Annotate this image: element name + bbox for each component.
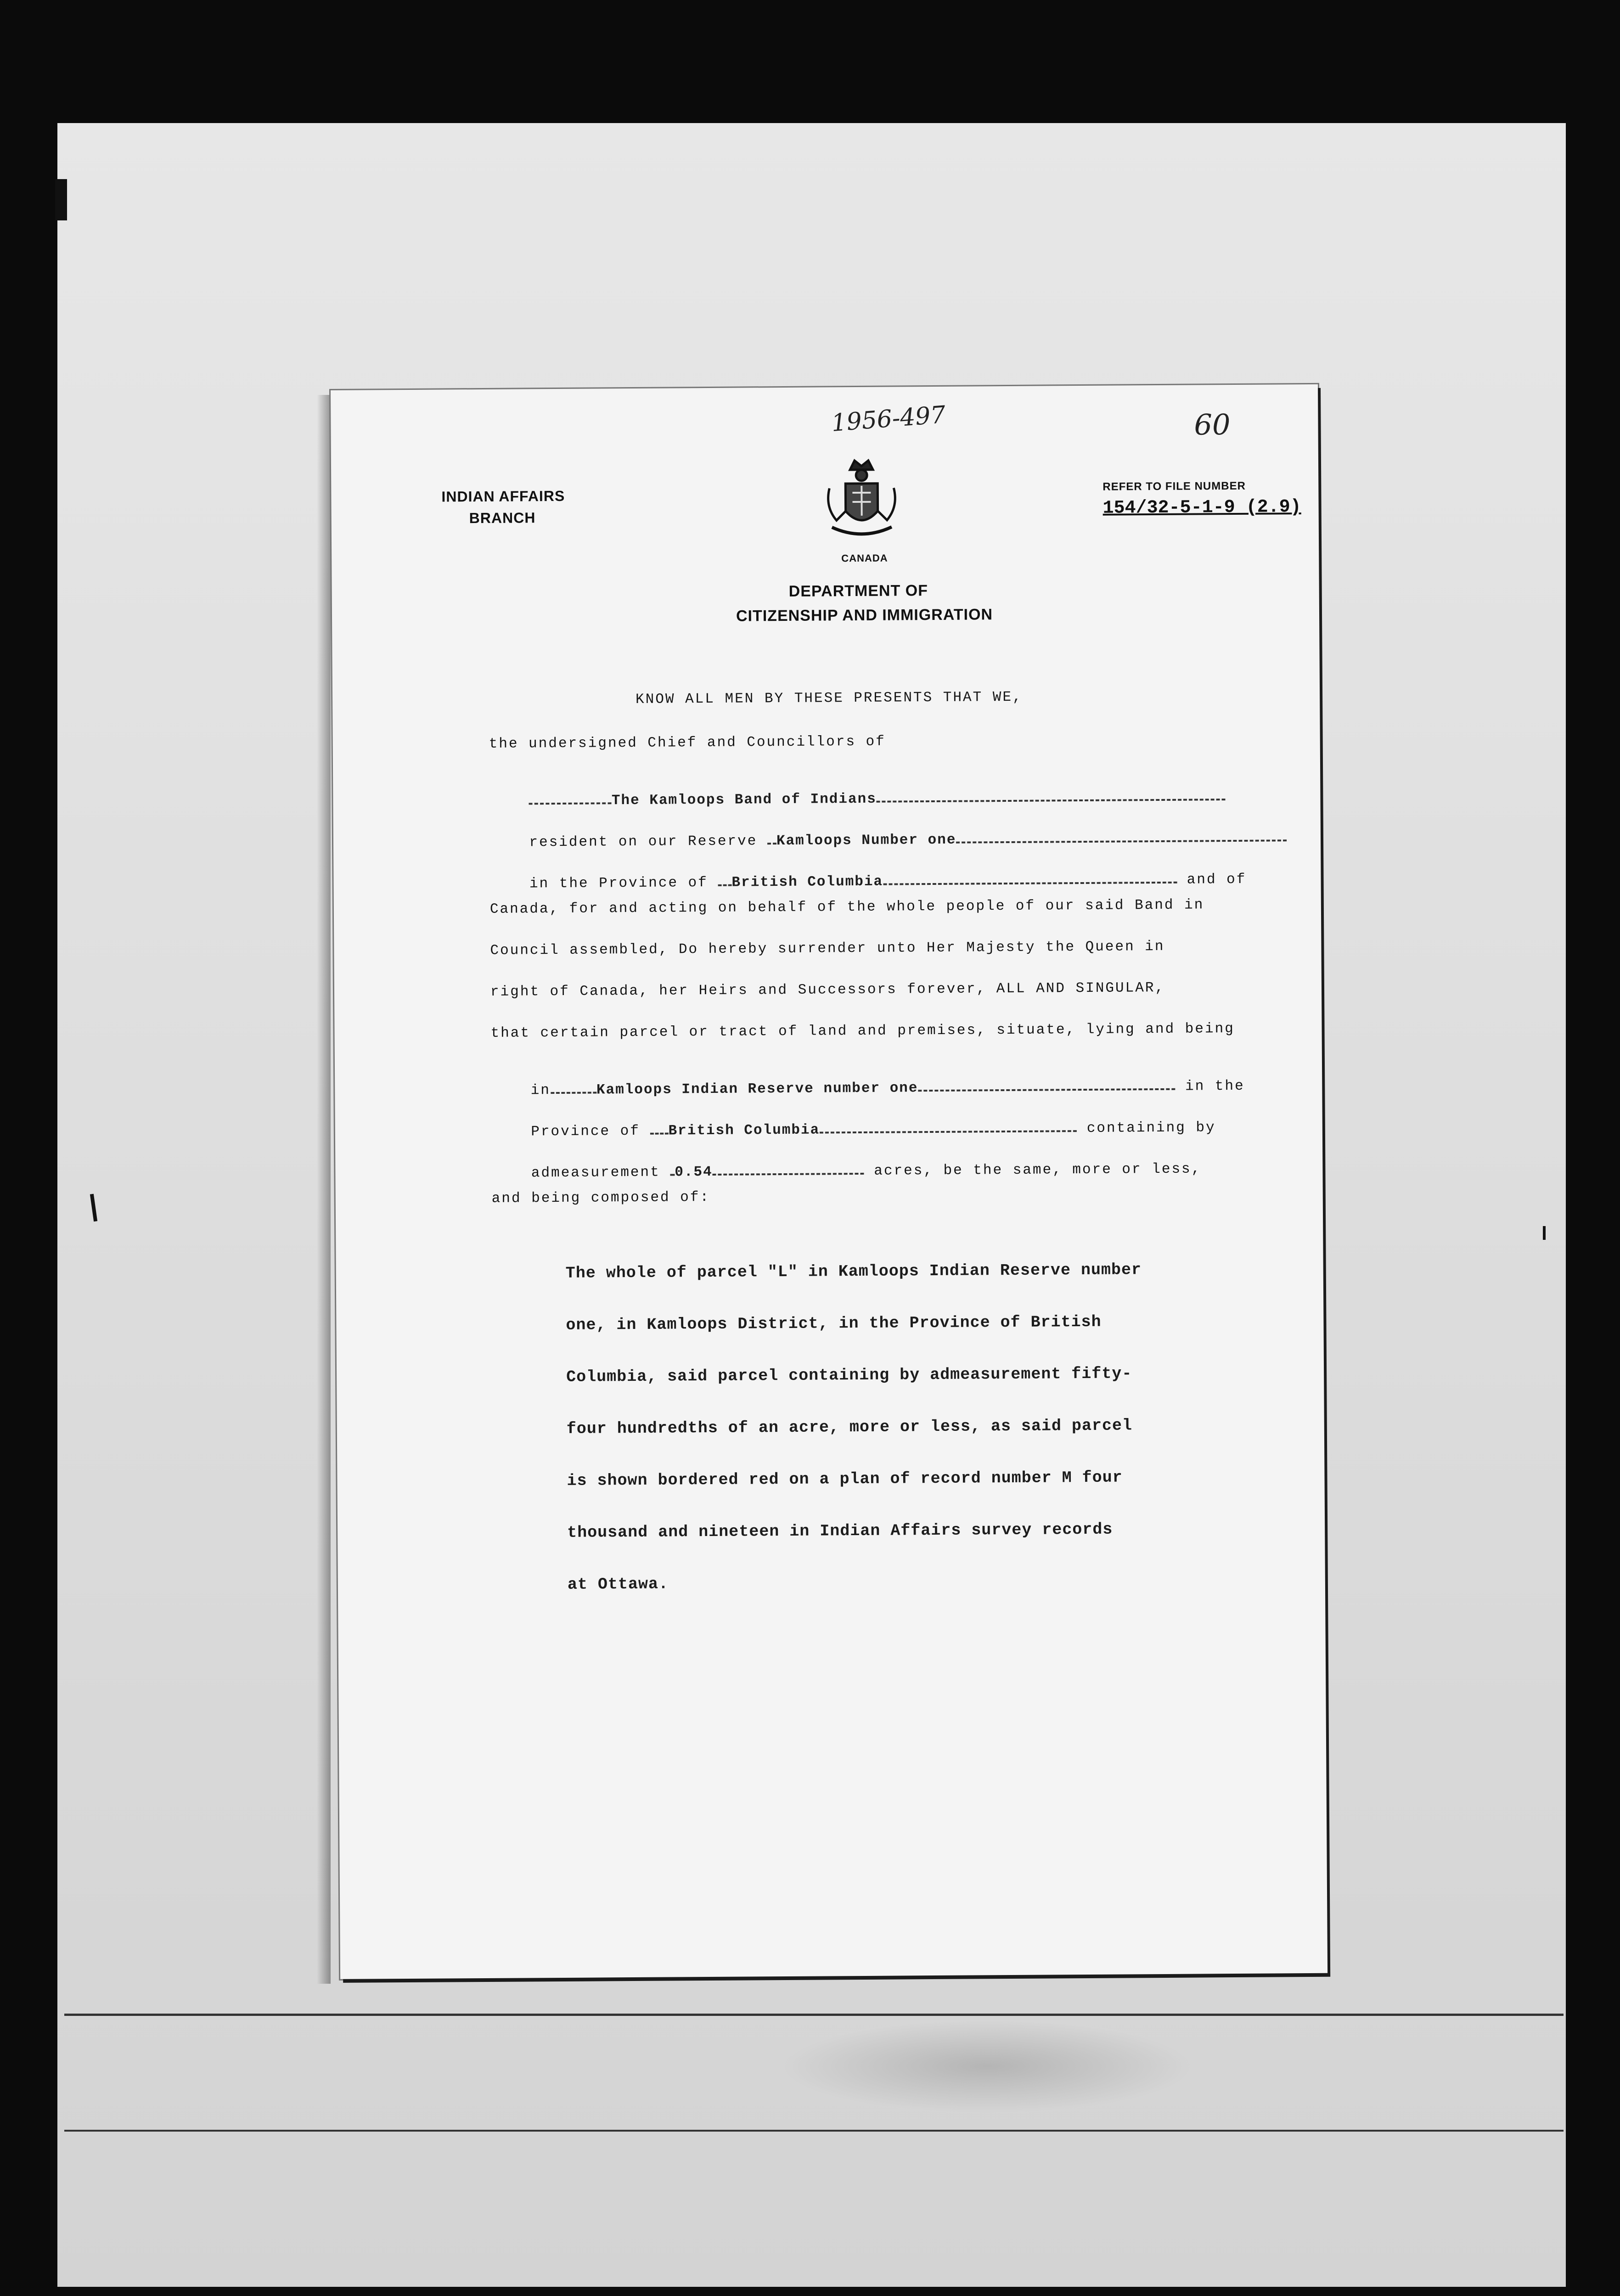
description-line: at Ottawa. [567,1575,669,1594]
smudge [781,2020,1194,2112]
province-field: British Columbia [731,873,883,891]
branch-line1: INDIAN AFFAIRS [441,487,565,505]
divider-line [64,2014,1564,2016]
film-edge-mark [55,179,67,220]
band-name-field: The Kamloops Band of Indians [611,791,877,809]
form-line-right: right of Canada, her Heirs and Successors forever, ALL AND SINGULAR, [490,979,1165,1000]
form-line-council: Council assembled, Do hereby surrender unto Her Majesty the Queen in [490,938,1165,959]
form-line-reserve: resident on our Reserve Kamloops Number one [489,814,1287,867]
description-line: four hundredths of an acre, more or less, as said parcel [566,1416,1133,1438]
file-number: 154/32-5-1-9 (2.9) [1102,497,1301,519]
form-line-canada: Canada, for and acting on behalf of the whole people of our said Band in [489,897,1204,917]
intro-line: KNOW ALL MEN BY THESE PRESENTS THAT WE, [636,689,1023,708]
location-field: Kamloops Indian Reserve number one [596,1080,918,1098]
handwritten-page-number: 60 [1194,408,1231,442]
refer-label: REFER TO FILE NUMBER [1102,479,1246,493]
handwritten-file-year: 1956-497 [830,401,947,437]
film-edge-mark [1543,1226,1546,1240]
description-line: one, in Kamloops District, in the Province of British [566,1312,1102,1334]
paper-shadow [317,395,331,1984]
department-line1: DEPARTMENT OF [788,582,928,600]
form-line-1: the undersigned Chief and Councillors of [489,733,886,752]
form-line-composed: and being composed of: [491,1189,710,1207]
form-line-parcel: that certain parcel or tract of land and premises, situate, lying and being [490,1020,1235,1041]
form-line-admeasurement: admeasurement 0.54 acres, be the same, more or less, [531,1161,1202,1182]
document-page [331,384,1328,1979]
form-line-province2: Province of British Columbia containing by [531,1120,1216,1140]
form-line-in: in Kamloops Indian Reserve number one in the [530,1078,1245,1099]
province2-field: British Columbia [668,1122,820,1139]
reserve-field: Kamloops Number one [776,832,956,850]
description-line: Columbia, said parcel containing by admeasurement fifty- [566,1364,1132,1386]
acreage-field: 0.54 [675,1164,713,1181]
form-line-province: in the Province of British Columbia and of [529,871,1247,892]
parcel-description [565,1244,1178,1611]
divider-line [64,2130,1564,2132]
branch-line2: BRANCH [469,509,536,527]
department-line2: CITIZENSHIP AND IMMIGRATION [736,606,993,625]
canada-crest-icon [818,456,906,548]
crest-label: CANADA [841,552,888,564]
description-line: is shown bordered red on a plan of record number M four [567,1468,1123,1490]
description-line: The whole of parcel "L" in Kamloops Indian Reserve number [565,1261,1142,1283]
description-line: thousand and nineteen in Indian Affairs survey records [567,1520,1113,1542]
